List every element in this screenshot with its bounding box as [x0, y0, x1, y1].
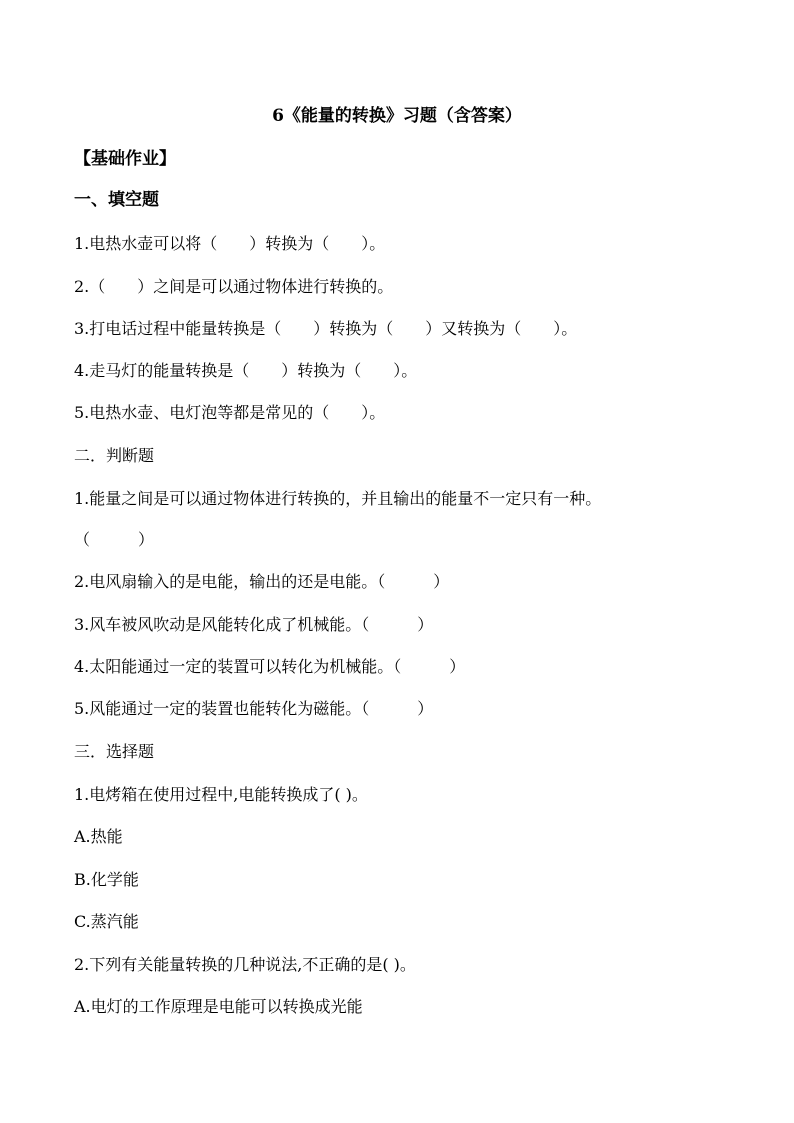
part1-heading: 一、填空题 [74, 190, 159, 210]
fill-question: 4.走马灯的能量转换是（ ）转换为（ ）。 [74, 361, 418, 380]
document-title: 6《能量的转换》习题（含答案） [272, 106, 522, 126]
choice-question: 1.电烤箱在使用过程中,电能转换成了( )。 [74, 785, 368, 804]
judge-question: 5.风能通过一定的装置也能转化为磁能。（ ） [74, 699, 434, 718]
choice-option: C.蒸汽能 [74, 912, 139, 931]
fill-question: 3.打电话过程中能量转换是（ ）转换为（ ）又转换为（ ）。 [74, 319, 578, 338]
fill-question: 2.（ ）之间是可以通过物体进行转换的。 [74, 277, 394, 296]
choice-option: A.热能 [74, 827, 123, 846]
choice-option: A.电灯的工作原理是电能可以转换成光能 [74, 997, 363, 1016]
section-label: 【基础作业】 [74, 149, 176, 169]
part2-heading: 二．判断题 [74, 446, 155, 465]
judge-question: 4.太阳能通过一定的装置可以转化为机械能。（ ） [74, 657, 466, 676]
choice-question: 2.下列有关能量转换的几种说法,不正确的是( )。 [74, 955, 416, 974]
judge-question: 2.电风扇输入的是电能，输出的还是电能。（ ） [74, 572, 450, 591]
fill-question: 5.电热水壶、电灯泡等都是常见的（ ）。 [74, 403, 386, 422]
judge-question: 1.能量之间是可以通过物体进行转换的，并且输出的能量不一定只有一种。 [74, 489, 602, 508]
judge-answer-blank: （ ） [74, 530, 155, 549]
fill-question: 1.电热水壶可以将（ ）转换为（ ）。 [74, 234, 386, 253]
choice-option: B.化学能 [74, 870, 139, 889]
part3-heading: 三．选择题 [74, 742, 155, 761]
judge-question: 3.风车被风吹动是风能转化成了机械能。（ ） [74, 615, 434, 634]
